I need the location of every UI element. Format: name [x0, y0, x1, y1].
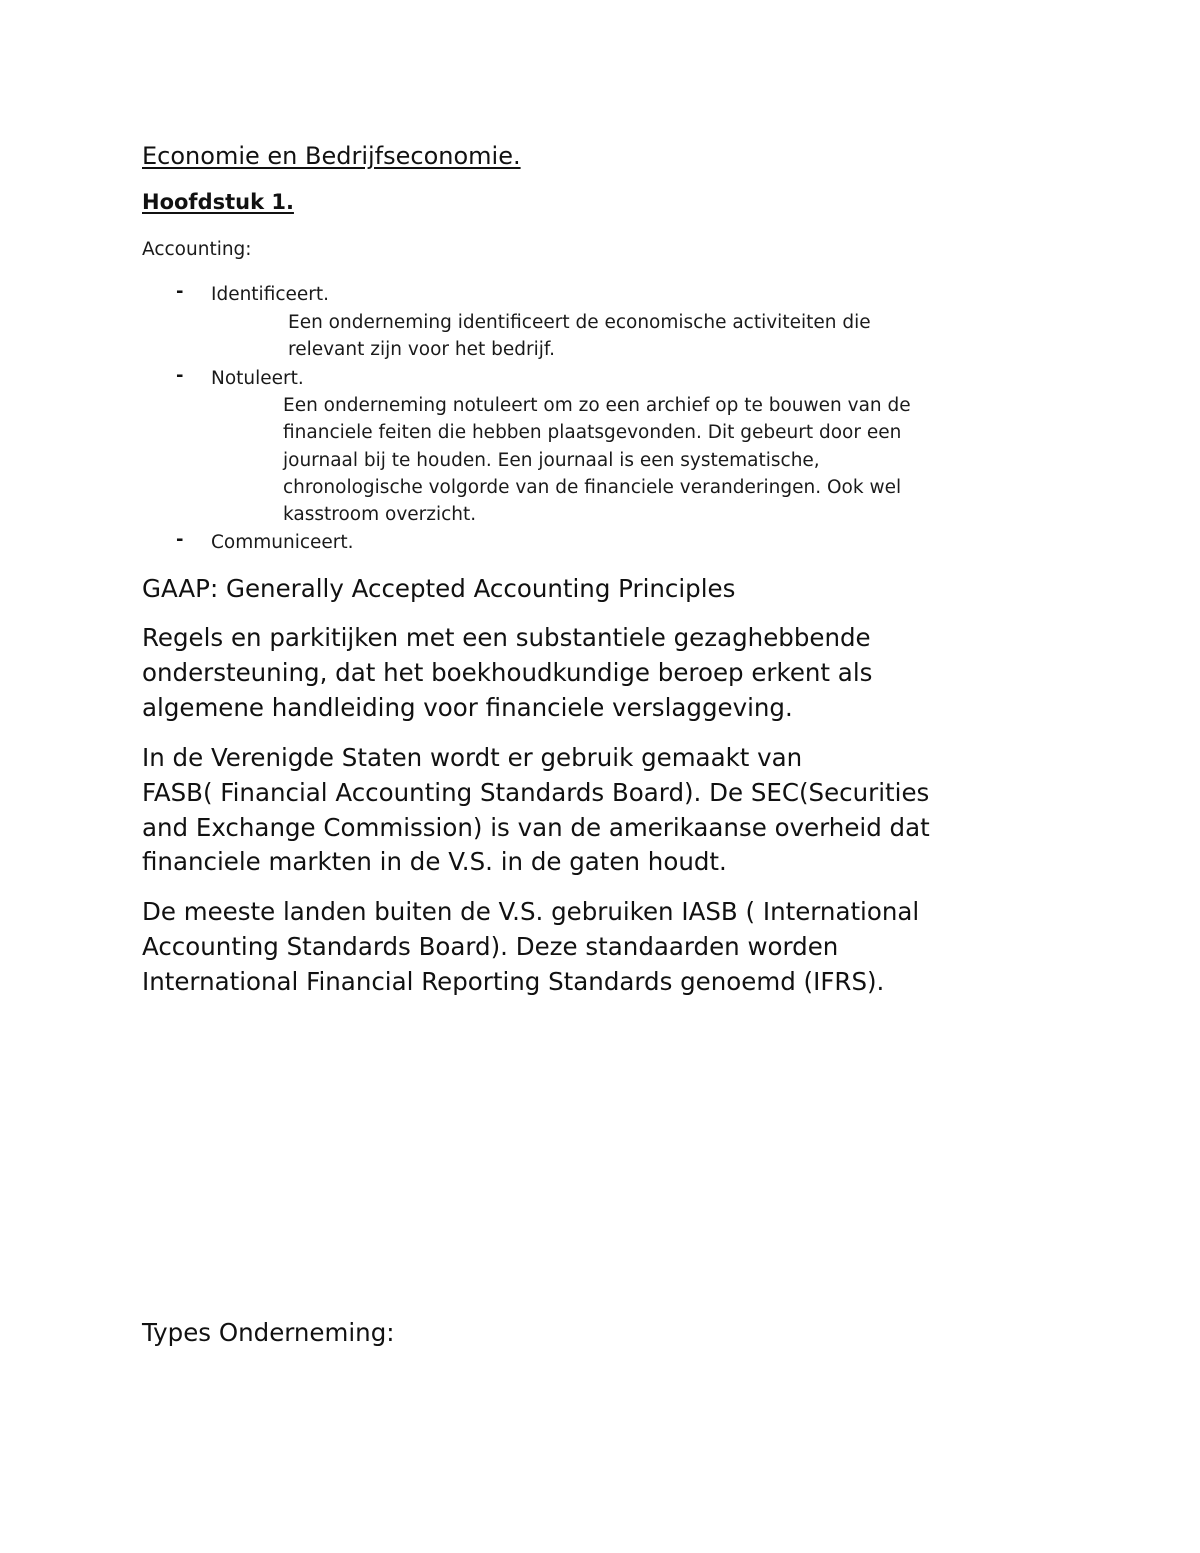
list-item-description — [288, 309, 871, 364]
description-line: Een onderneming identificeert de economische activiteiten die — [288, 312, 871, 333]
paragraph-line: Accounting Standards Board). Deze standaarden worden — [142, 931, 839, 961]
description-line: kasstroom overzicht. — [283, 504, 477, 526]
paragraph-line: ondersteuning, dat het boekhoudkundige beroep erkent als — [142, 657, 873, 687]
paragraph-fasb — [142, 741, 930, 880]
bullet-dash: - — [176, 365, 184, 386]
gaap-heading: GAAP: Generally Accepted Accounting Principles — [142, 574, 736, 603]
paragraph-gaap-definition — [142, 621, 872, 725]
description-line: financiele feiten die hebben plaatsgevonden. Dit gebeurt door een — [283, 422, 902, 444]
paragraph-line: algemene handleiding voor financiele verslaggeving. — [142, 692, 793, 722]
paragraph-line: and Exchange Commission) is van de amerikaanse overheid dat — [142, 812, 930, 842]
paragraph-line: In de Verenigde Staten wordt er gebruik gemaakt van — [142, 743, 803, 772]
bullet-dash: - — [176, 281, 184, 302]
list-item-term: Notuleert. — [211, 368, 304, 389]
paragraph-line: FASB( Financial Accounting Standards Board). De SEC(Securities — [142, 777, 930, 807]
paragraph-line: International Financial Reporting Standards genoemd (IFRS). — [142, 966, 885, 996]
list-item-description — [283, 392, 911, 528]
bullet-dash: - — [176, 529, 184, 550]
paragraph-line: Regels en parkitijken met een substantiele gezaghebbende — [142, 623, 871, 652]
description-line: journaal bij te houden. Een journaal is een systematische, — [283, 449, 820, 471]
list-item-term: Communiceert. — [211, 532, 354, 553]
document-title: Economie en Bedrijfseconomie. — [142, 142, 521, 170]
list-item-term: Identificeert. — [211, 284, 330, 305]
paragraph-line: De meeste landen buiten de V.S. gebruiken IASB ( International — [142, 897, 920, 926]
accounting-label: Accounting: — [142, 239, 252, 260]
description-line: chronologische volgorde van de financiele veranderingen. Ook wel — [283, 476, 902, 498]
paragraph-iasb — [142, 895, 919, 999]
chapter-heading: Hoofdstuk 1. — [142, 190, 294, 214]
types-heading: Types Onderneming: — [142, 1318, 395, 1347]
paragraph-line: financiele markten in de V.S. in de gaten houdt. — [142, 847, 727, 877]
description-line: Een onderneming notuleert om zo een archief op te bouwen van de — [283, 395, 911, 416]
description-line: relevant zijn voor het bedrijf. — [288, 339, 555, 361]
